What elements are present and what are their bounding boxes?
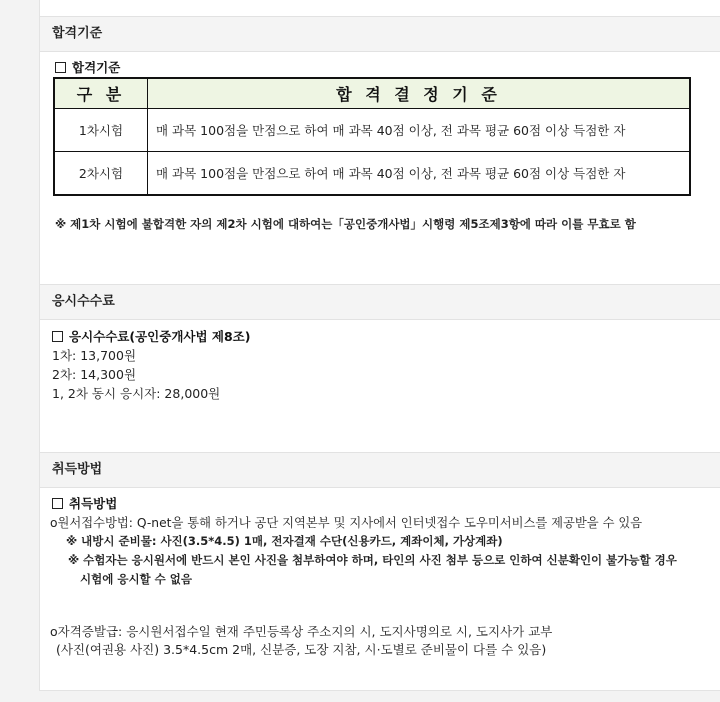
row-criteria: 매 과목 100점을 만점으로 하여 매 과목 40점 이상, 전 과목 평균 60점 이상 득점한 자 [148,152,691,196]
square-bullet-icon [52,498,63,509]
row-category: 1차시험 [54,109,148,152]
invalidation-note: ※ 제1차 시험에 불합격한 자의 제2차 시험에 대하여는「공인중개사법」시행령 제5조제3항에 따라 이를 무효로 함 [55,217,636,231]
top-strip [40,0,720,17]
table-header-row [54,78,690,109]
table-row [54,152,690,196]
row-category: 2차시험 [54,152,148,196]
subtitle-pass-criteria [55,58,120,76]
fee-line-second: 2차: 14,300원 [52,367,137,382]
square-bullet-icon [55,62,66,73]
fee-line-both: 1, 2차 동시 응시자: 28,000원 [52,386,221,401]
certificate-issue-line: o자격증발급: 응시원서접수일 현재 주민등록상 주소지의 시, 도지사명의로 시, 도지사가 교부 [50,624,553,639]
photo-requirement-note-cont: 시험에 응시할 수 없음 [80,572,192,586]
certificate-items-line: (사진(여권용 사진) 3.5*4.5cm 2매, 신분증, 도장 지참, 시·도별로 준비물이 다를 수 있음) [56,642,547,657]
subtitle-text: 취득방법 [69,496,118,511]
pass-criteria-table [53,77,691,196]
fee-line-first: 1차: 13,700원 [52,348,137,363]
content-panel [39,0,720,691]
section-header-pass-criteria: 합격기준 [40,16,720,52]
square-bullet-icon [52,331,63,342]
subtitle-text: 합격기준 [72,60,121,75]
header-category: 구 분 [54,78,148,109]
application-method-line: o원서접수방법: Q-net을 통해 하거나 공단 지역본부 및 지사에서 인터넷접수 도우미서비스를 제공받을 수 있음 [50,516,643,530]
section-header-acquisition: 취득방법 [40,452,720,488]
section-header-exam-fee: 응시수수료 [40,284,720,320]
subtitle-acquisition [52,494,117,512]
photo-requirement-note: ※ 수험자는 응시원서에 반드시 본인 사진을 첨부하여야 하며, 타인의 사진 첨부 등으로 인하여 신분확인이 불가능할 경우 [68,553,677,567]
row-criteria: 매 과목 100점을 만점으로 하여 매 과목 40점 이상, 전 과목 평균 60점 이상 득점한 자 [148,109,691,152]
subtitle-text: 응시수수료(공인중개사법 제8조) [69,329,251,344]
table-row [54,109,690,152]
header-criteria: 합 격 결 정 기 준 [148,78,691,109]
visit-items-note: ※ 내방시 준비물: 사진(3.5*4.5) 1매, 전자결재 수단(신용카드, 계좌이체, 가상계좌) [66,534,503,548]
subtitle-exam-fee [52,327,250,345]
